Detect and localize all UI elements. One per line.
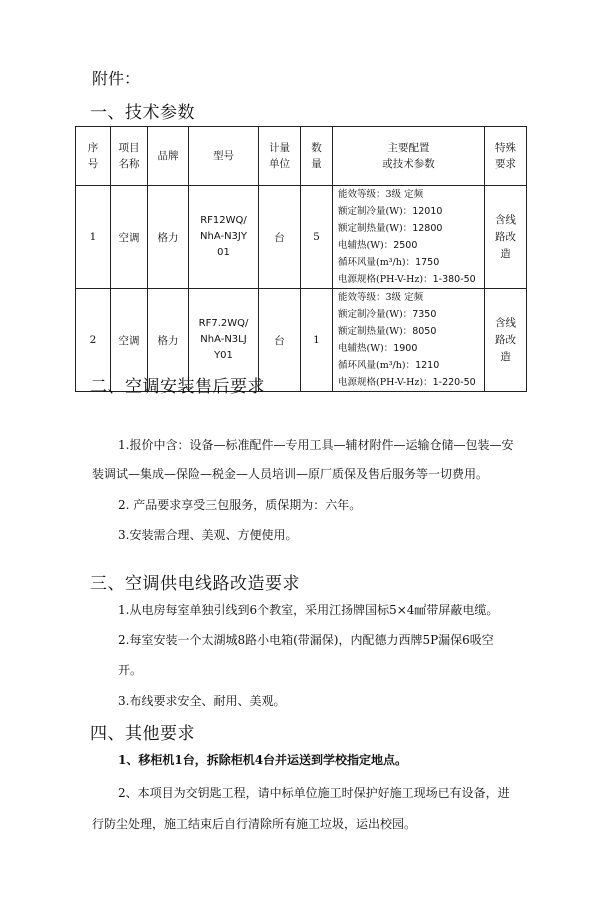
row-seq: 1 bbox=[76, 186, 111, 289]
row-seq: 2 bbox=[76, 289, 111, 392]
header-special: 特殊 要求 bbox=[485, 127, 527, 186]
header-brand: 品牌 bbox=[148, 127, 189, 186]
row-config: 能效等级：3级 定频 额定制冷量(W)：12010 额定制热量(W)：12800 电辅热(W)：2500 循环风量(m³/h)：1750 电源规格(PH-V-Hz)：1-380-50 bbox=[333, 186, 485, 289]
row-qty: 1 bbox=[301, 289, 333, 392]
install-item-1-line2: 装调试—集成—保险—税金—人员培训—原厂质保及售后服务等一切费用。 bbox=[92, 467, 489, 481]
install-item-2: 2. 产品要求享受三包服务，质保期为：六年。 bbox=[118, 498, 362, 512]
install-item-3: 3.安装需合理、美观、方便使用。 bbox=[118, 528, 298, 542]
header-model: 型号 bbox=[189, 127, 259, 186]
header-unit: 计量 单位 bbox=[259, 127, 301, 186]
table-row bbox=[76, 186, 527, 289]
row-brand: 格力 bbox=[148, 186, 189, 289]
install-item-1-line1: 1.报价中含：设备—标准配件—专用工具—辅材附件—运输仓储—包装—安 bbox=[118, 438, 514, 452]
header-seq: 序 号 bbox=[76, 127, 111, 186]
attachment-label: 附件： bbox=[92, 69, 141, 88]
row-model: RF7.2WQ/ NhA-N3LJ Y01 bbox=[189, 289, 259, 392]
header-config: 主要配置 或技术参数 bbox=[333, 127, 485, 186]
technical-params-table bbox=[75, 126, 527, 392]
power-item-1: 1.从电房每室单独引线到6个教室，采用江扬牌国标5×4㎟带屏蔽电缆。 bbox=[118, 603, 499, 617]
section-heading-technical-params: 一、技术参数 bbox=[90, 103, 195, 123]
section-heading-power: 三、空调供电线路改造要求 bbox=[90, 574, 300, 594]
row-qty: 5 bbox=[301, 186, 333, 289]
power-item-2-line2: 开。 bbox=[118, 663, 143, 677]
power-item-2-line1: 2.每室安装一个太湖城8路小电箱(带漏保)，内配德力西牌5P漏保6吸空 bbox=[118, 633, 494, 647]
other-item-1: 1、移柜机1台，拆除柜机4台并运送到学校指定地点。 bbox=[118, 753, 408, 767]
row-unit: 台 bbox=[259, 289, 301, 392]
row-item-name: 空调 bbox=[111, 289, 148, 392]
row-model: RF12WQ/ NhA-N3JY 01 bbox=[189, 186, 259, 289]
row-config: 能效等级：3级 定频 额定制冷量(W)：7350 额定制热量(W)：8050 电辅热(W)：1900 循环风量(m³/h)：1210 电源规格(PH-V-Hz)：1-220-50 bbox=[333, 289, 485, 392]
other-item-2-line1: 2、本项目为交钥匙工程，请中标单位施工时保护好施工现场已有设备，进 bbox=[118, 786, 510, 800]
row-item-name: 空调 bbox=[111, 186, 148, 289]
row-special: 含线 路改 造 bbox=[485, 186, 527, 289]
section-heading-other: 四、其他要求 bbox=[90, 724, 195, 744]
other-item-2-line2: 行防尘处理，施工结束后自行清除所有施工垃圾，运出校园。 bbox=[92, 817, 417, 831]
power-item-3: 3.布线要求安全、耐用、美观。 bbox=[118, 694, 286, 708]
header-qty: 数 量 bbox=[301, 127, 333, 186]
row-unit: 台 bbox=[259, 186, 301, 289]
row-brand: 格力 bbox=[148, 289, 189, 392]
header-item-name: 项目 名称 bbox=[111, 127, 148, 186]
row-special: 含线 路改 造 bbox=[485, 289, 527, 392]
table-header-row bbox=[76, 127, 527, 186]
section-heading-install: 二、空调安装售后要求 bbox=[90, 377, 265, 397]
